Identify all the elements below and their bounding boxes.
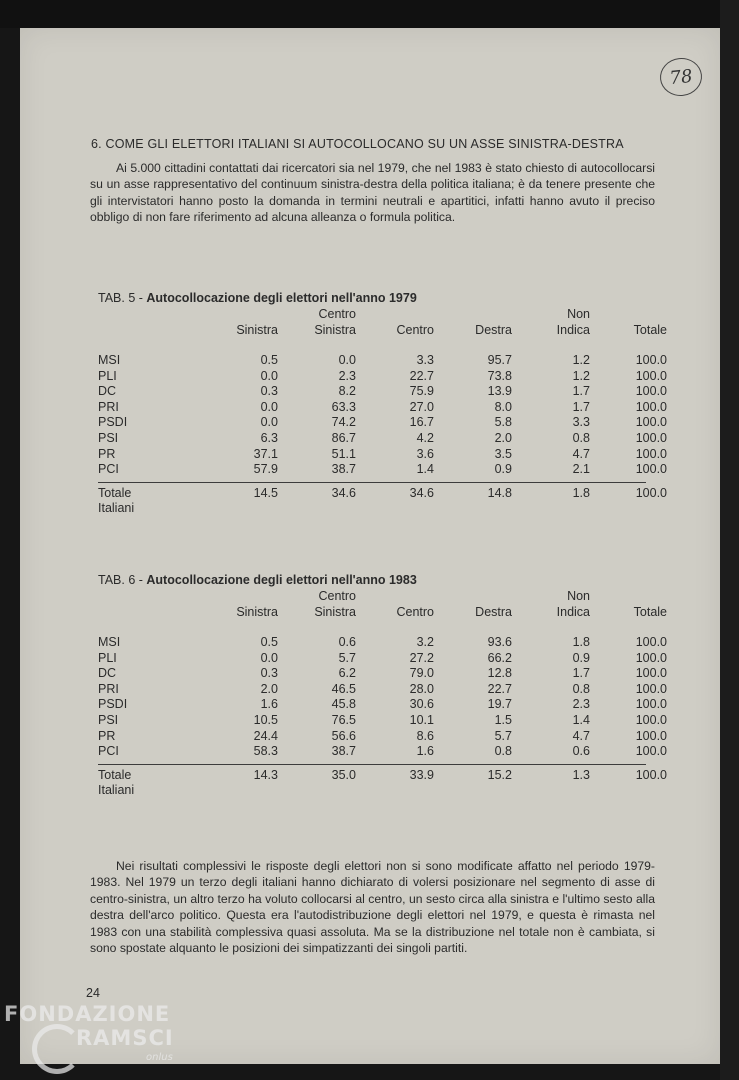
table-cell: 51.1: [331, 446, 356, 461]
table-cell: 100.0: [635, 431, 667, 445]
table-cell: 8.6: [416, 728, 434, 743]
intro-paragraph-text: Ai 5.000 cittadini contattati dai ricercatori sia nel 1979, che nel 1983 è stato chiesto di autocollocarsi su un asse rappresentativo del continuum sinistra-destra della politica italiana; è da tenere presente che gli intervistatori hanno posto la domanda in termini neutrali e apartitici, infatti hanno avuto il preciso obbligo di non fare riferimento ad alcuna alleanza o formula politica.: [90, 161, 655, 225]
table-prefix: TAB. 6 -: [98, 573, 147, 587]
row-label-pli: PLI: [98, 650, 117, 665]
table-cell: 24.4: [253, 728, 278, 743]
table-cell: 0.5: [260, 353, 278, 367]
table-cell: 100.0: [635, 728, 667, 743]
table-cell: 12.8: [487, 666, 512, 681]
table-cell: 28.0: [409, 681, 434, 696]
table-cell: 3.6: [416, 446, 434, 461]
table-cell: 0.0: [260, 650, 278, 665]
table-cell: 16.7: [409, 415, 434, 430]
table-cell: 30.6: [409, 697, 434, 712]
table-cell: 0.5: [260, 635, 278, 649]
table-title: Autocollocazione degli elettori nell'anno 1979: [146, 291, 417, 305]
row-label-pli: PLI: [98, 368, 117, 383]
table-cell: 57.9: [253, 462, 278, 477]
table-cell: 0.9: [572, 650, 590, 665]
watermark-line-2: RAMSCI: [76, 1026, 174, 1050]
table-cell: 0.0: [260, 399, 278, 414]
table-cell: 0.6: [338, 635, 356, 649]
table-cell: 27.0: [409, 399, 434, 414]
table-cell: 95.7: [487, 353, 512, 367]
column-header-sinistra: Sinistra: [236, 322, 278, 337]
column-header-destra: Destra: [475, 322, 512, 337]
table-cell: 2.0: [260, 681, 278, 696]
row-label-pri: PRI: [98, 399, 119, 414]
row-label-pci: PCI: [98, 462, 119, 477]
total-cell: 15.2: [487, 767, 512, 782]
table-cell: 19.7: [487, 697, 512, 712]
total-cell: 34.6: [331, 485, 356, 500]
table-cell: 76.5: [331, 713, 356, 727]
table-cell: 27.2: [409, 650, 434, 665]
closing-paragraph: [90, 858, 655, 956]
table-cell: 0.3: [260, 384, 278, 399]
row-label-psdi: PSDI: [98, 415, 128, 430]
table-cell: 5.7: [494, 728, 512, 743]
table-cell: 10.5: [253, 713, 278, 727]
table-cell: 0.8: [572, 431, 590, 445]
table-cell: 100.0: [635, 384, 667, 399]
table-cell: 74.2: [331, 415, 356, 430]
table-cell: 22.7: [487, 681, 512, 696]
row-label-psdi: PSDI: [98, 697, 128, 712]
table-cell: 100.0: [635, 681, 667, 696]
column-header-centro-sinistra: Sinistra: [314, 604, 356, 619]
table-cell: 1.2: [572, 368, 590, 383]
table-cell: 100.0: [635, 446, 667, 461]
closing-paragraph-text: Nei risultati complessivi le risposte degli elettori non si sono modificate affatto nel periodo 1979-1983. Nel 1979 un terzo degli italiani hanno dichiarato di volersi posizionare nel segmento di asse di centro-sinistra, un altro terzo ha voluto collocarsi al centro, un sesto circa alla sinistra e l'ultimo sesto alla destra dell'arco politico. Questa era l'autodistribuzione degli elettori nel 1979, e questa è rimasta nel 1983 con una stabilità complessiva quasi assoluta. Ma se la distribuzione nel totale non è cambiata, si sono spostate alquanto le posizioni dei simpatizzanti dei singoli partiti.: [90, 859, 655, 956]
table-cell: 37.1: [253, 446, 278, 461]
row-label-dc: DC: [98, 384, 117, 399]
table-cell: 100.0: [635, 697, 667, 712]
watermark-g-logo: [32, 1024, 82, 1074]
table-cell: 63.3: [331, 399, 356, 414]
column-header-totale: Totale: [633, 322, 667, 337]
table-cell: 3.3: [572, 415, 590, 430]
table-cell: 1.7: [572, 384, 590, 399]
table-title: Autocollocazione degli elettori nell'anno 1983: [146, 573, 417, 587]
table-cell: 2.3: [572, 697, 590, 712]
table-cell: 38.7: [331, 744, 356, 759]
table-cell: 46.5: [331, 681, 356, 696]
column-header-non-top: Non: [567, 307, 590, 321]
watermark: [4, 1002, 174, 1063]
table-cell: 1.6: [260, 697, 278, 712]
total-cell: 100.0: [635, 767, 667, 782]
intro-paragraph: [90, 160, 655, 226]
table-cell: 4.2: [416, 431, 434, 445]
table-caption: [98, 573, 417, 587]
table-cell: 1.6: [416, 744, 434, 759]
table-cell: 100.0: [635, 399, 667, 414]
table-cell: 100.0: [635, 666, 667, 681]
column-header-centro-top: Centro: [318, 589, 356, 603]
row-label-msi: MSI: [98, 635, 121, 649]
table-cell: 100.0: [635, 744, 667, 759]
table-rule: [98, 764, 646, 765]
page-number: 24: [86, 986, 100, 1000]
row-label-pr: PR: [98, 728, 116, 743]
watermark-line-1: FONDAZIONE: [4, 1002, 171, 1026]
total-cell: 34.6: [409, 485, 434, 500]
column-header-destra: Destra: [475, 604, 512, 619]
table-cell: 1.7: [572, 666, 590, 681]
table-cell: 0.9: [494, 462, 512, 477]
column-header-centro-sinistra: Sinistra: [314, 322, 356, 337]
table-cell: 66.2: [487, 650, 512, 665]
table-cell: 0.6: [572, 744, 590, 759]
row-label-psi: PSI: [98, 431, 119, 445]
table-cell: 3.5: [494, 446, 512, 461]
column-header-non-indica: Indica: [556, 604, 590, 619]
table-cell: 8.0: [494, 399, 512, 414]
total-label: Italiani: [98, 783, 135, 798]
table-cell: 1.7: [572, 399, 590, 414]
table-cell: 73.8: [487, 368, 512, 383]
table-cell: 45.8: [331, 697, 356, 712]
column-header-non-indica: Indica: [556, 322, 590, 337]
table-cell: 1.2: [572, 353, 590, 367]
table-cell: 3.2: [416, 635, 434, 649]
table-cell: 100.0: [635, 650, 667, 665]
row-label-msi: MSI: [98, 353, 121, 367]
total-cell: 1.8: [572, 485, 590, 500]
column-header-totale: Totale: [633, 604, 667, 619]
scan-right-border: [720, 0, 739, 1080]
table-cell: 100.0: [635, 368, 667, 383]
table-cell: 2.3: [338, 368, 356, 383]
total-cell: 100.0: [635, 485, 667, 500]
table-cell: 1.5: [494, 713, 512, 727]
table-cell: 0.8: [494, 744, 512, 759]
column-header-non-top: Non: [567, 589, 590, 603]
table-cell: 93.6: [487, 635, 512, 649]
total-cell: 14.5: [253, 485, 278, 500]
total-cell: 14.8: [487, 485, 512, 500]
total-cell: 1.3: [572, 767, 590, 782]
watermark-line-3: onlus: [146, 1052, 173, 1063]
table-cell: 3.3: [416, 353, 434, 367]
total-cell: 35.0: [331, 767, 356, 782]
section-heading: 6. COME GLI ELETTORI ITALIANI SI AUTOCOLLOCANO SU UN ASSE SINISTRA-DESTRA: [91, 137, 624, 151]
table-cell: 4.7: [572, 446, 590, 461]
table-cell: 1.8: [572, 635, 590, 649]
row-label-dc: DC: [98, 666, 117, 681]
table-cell: 0.8: [572, 681, 590, 696]
table-cell: 4.7: [572, 728, 590, 743]
table-cell: 1.4: [572, 713, 590, 727]
table-rule: [98, 482, 646, 483]
page-stamp: 78: [658, 56, 704, 98]
table-cell: 100.0: [635, 353, 667, 367]
table-cell: 75.9: [409, 384, 434, 399]
table-cell: 56.6: [331, 728, 356, 743]
table-cell: 6.2: [338, 666, 356, 681]
total-label: Totale: [98, 485, 132, 500]
table-cell: 5.8: [494, 415, 512, 430]
table-cell: 86.7: [331, 431, 356, 445]
total-label: Italiani: [98, 501, 135, 516]
row-label-pci: PCI: [98, 744, 119, 759]
table-cell: 0.3: [260, 666, 278, 681]
table-cell: 100.0: [635, 462, 667, 477]
table-cell: 100.0: [635, 713, 667, 727]
table-cell: 2.0: [494, 431, 512, 445]
table-cell: 100.0: [635, 415, 667, 430]
table-cell: 58.3: [253, 744, 278, 759]
table-cell: 100.0: [635, 635, 667, 649]
table-prefix: TAB. 5 -: [98, 291, 147, 305]
row-label-pri: PRI: [98, 681, 119, 696]
table-cell: 2.1: [572, 462, 590, 477]
table-cell: 22.7: [409, 368, 434, 383]
total-cell: 33.9: [409, 767, 434, 782]
column-header-sinistra: Sinistra: [236, 604, 278, 619]
document-page: [20, 28, 720, 1064]
table-cell: 0.0: [338, 353, 356, 367]
total-cell: 14.3: [253, 767, 278, 782]
column-header-centro-top: Centro: [318, 307, 356, 321]
scan-top-border: [0, 0, 739, 28]
table-cell: 0.0: [260, 415, 278, 430]
column-header-centro: Centro: [396, 604, 434, 619]
table-cell: 79.0: [409, 666, 434, 681]
table-cell: 0.0: [260, 368, 278, 383]
row-label-pr: PR: [98, 446, 116, 461]
table-caption: [98, 291, 417, 305]
table-cell: 8.2: [338, 384, 356, 399]
table-cell: 6.3: [260, 431, 278, 445]
row-label-psi: PSI: [98, 713, 119, 727]
column-header-centro: Centro: [396, 322, 434, 337]
table-cell: 10.1: [409, 713, 434, 727]
table-cell: 38.7: [331, 462, 356, 477]
table-cell: 5.7: [338, 650, 356, 665]
table-cell: 13.9: [487, 384, 512, 399]
table-cell: 1.4: [416, 462, 434, 477]
total-label: Totale: [98, 767, 132, 782]
